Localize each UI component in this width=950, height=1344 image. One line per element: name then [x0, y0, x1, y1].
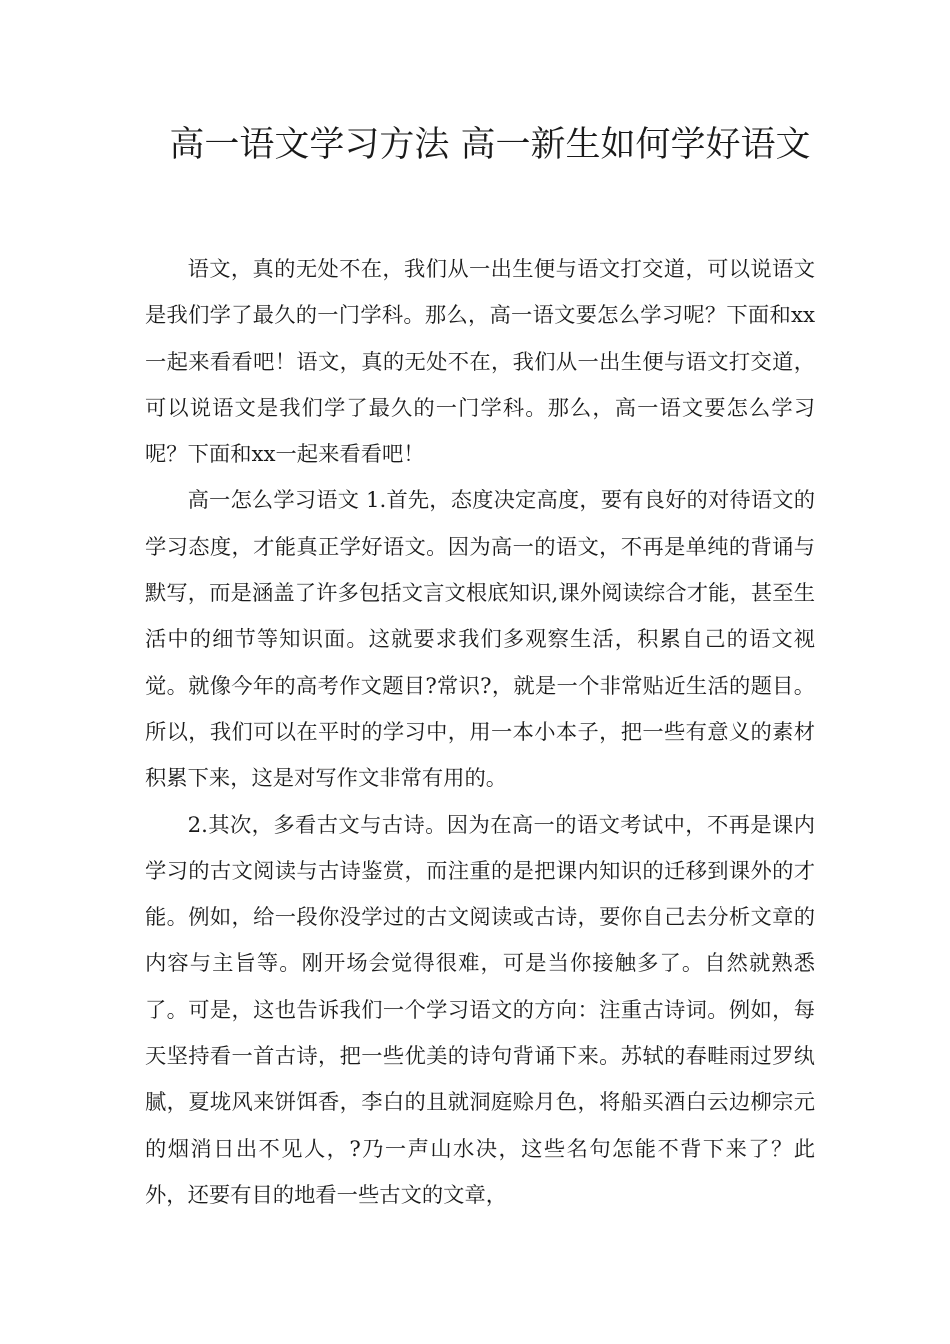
document-body — [145, 247, 815, 1219]
paragraph-attitude: 高一怎么学习语文 1.首先，态度决定高度，要有良好的对待语文的学习态度，才能真正学好语文。因为高一的语文，不再是单纯的背诵与默写，而是涵盖了许多包括文言文根底知识,课外阅读综合才能，甚至生活中的细节等知识面。这就要求我们多观察生活，积累自己的语文视觉。就像今年的高考作文题目?常识?，就是一个非常贴近生活的题目。所以，我们可以在平时的学习中，用一本小本子，把一些有意义的素材积累下来，这是对写作文非常有用的。 — [145, 488, 815, 792]
paragraph-intro: 语文，真的无处不在，我们从一出生便与语文打交道，可以说语文是我们学了最久的一门学科。那么，高一语文要怎么学习呢？下面和xx一起来看看吧！语文，真的无处不在，我们从一出生便与语文打交道，可以说语文是我们学了最久的一门学科。那么，高一语文要怎么学习呢？下面和xx一起来看看吧！ — [145, 257, 815, 468]
document-title: 高一语文学习方法 高一新生如何学好语文 — [169, 125, 811, 165]
paragraph-classical-poetry: 2.其次，多看古文与古诗。因为在高一的语文考试中，不再是课内学习的古文阅读与古诗鉴赏，而注重的是把课内知识的迁移到课外的才能。例如，给一段你没学过的古文阅读或古诗，要你自己去分析文章的内容与主旨等。刚开场会觉得很难，可是当你接触多了。自然就熟悉了。可是，这也告诉我们一个学习语文的方向：注重古诗词。例如，每天坚持看一首古诗，把一些优美的诗句背诵下来。苏轼的春畦雨过罗纨腻，夏垅风来饼饵香，李白的且就洞庭赊月色，将船买酒白云边柳宗元的烟消日出不见人，?乃一声山水决，这些名句怎能不背下来了？此外，还要有目的地看一些古文的文章， — [145, 812, 815, 1208]
